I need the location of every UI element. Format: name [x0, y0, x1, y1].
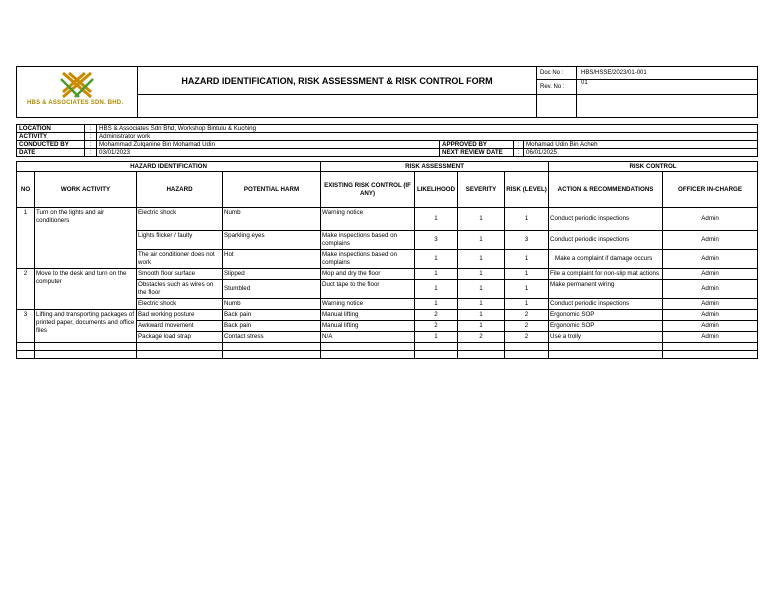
colon: :	[85, 149, 97, 157]
form-header	[16, 66, 758, 118]
severity: 1	[458, 208, 505, 231]
likelihood: 1	[415, 250, 458, 269]
severity: 1	[458, 310, 505, 321]
action: Ergonomic SOP	[549, 321, 663, 332]
rev-no-value: 01	[577, 80, 758, 95]
col-action: ACTION & RECOMMENDATIONS	[549, 172, 663, 208]
existing-control: Manual lifting	[321, 321, 415, 332]
hazard-table	[16, 161, 758, 359]
col-severity: SEVERITY	[458, 172, 505, 208]
hazard: Package load strap	[137, 332, 223, 343]
col-hazard: HAZARD	[137, 172, 223, 208]
form-info	[16, 124, 758, 157]
existing-control: Duct tape to the floor	[321, 280, 415, 299]
colon: :	[514, 149, 524, 157]
action: Conduct periodic inspections	[549, 208, 663, 231]
location-label: LOCATION	[17, 125, 85, 133]
colon: :	[514, 141, 524, 149]
severity: 2	[458, 332, 505, 343]
group-hazard-identification: HAZARD IDENTIFICATION	[17, 162, 321, 172]
potential-harm: Sparkling eyes	[223, 231, 321, 250]
approved-by-value: Mohamad Udin Bin Acheh	[524, 141, 758, 149]
officer: Admin	[663, 299, 758, 310]
company-logo	[17, 67, 138, 118]
conducted-by-label: CONDUCTED BY	[17, 141, 85, 149]
risk-level: 2	[505, 310, 549, 321]
likelihood: 1	[415, 208, 458, 231]
officer: Admin	[663, 321, 758, 332]
header-spacer	[577, 95, 758, 118]
action: Make permanent wiring	[549, 280, 663, 299]
potential-harm: Back pain	[223, 310, 321, 321]
risk-level: 2	[505, 332, 549, 343]
action: Use a trolly	[549, 332, 663, 343]
hazard: Electric shock	[137, 299, 223, 310]
empty-row	[17, 343, 758, 351]
officer: Admin	[663, 310, 758, 321]
rev-no-label: Rev. No :	[537, 80, 577, 95]
col-risk-level: RISK (LEVEL)	[505, 172, 549, 208]
officer: Admin	[663, 280, 758, 299]
work-activity: Lifting and transporting packages of printed paper, documents and office files	[35, 310, 137, 343]
severity: 1	[458, 250, 505, 269]
likelihood: 1	[415, 280, 458, 299]
action: Ergonomic SOP	[549, 310, 663, 321]
col-work-activity: WORK ACTIVITY	[35, 172, 137, 208]
severity: 1	[458, 269, 505, 280]
action: Conduct periodic inspections	[549, 231, 663, 250]
potential-harm: Back pain	[223, 321, 321, 332]
hazard: Bad working posture	[137, 310, 223, 321]
group-risk-assessment: RISK ASSESSMENT	[321, 162, 549, 172]
officer: Admin	[663, 250, 758, 269]
severity: 1	[458, 231, 505, 250]
colon: :	[85, 125, 97, 133]
existing-control: Mop and dry the floor	[321, 269, 415, 280]
hazard: Electric shock	[137, 208, 223, 231]
empty-row	[17, 351, 758, 359]
col-likelihood: LIKELIHOOD	[415, 172, 458, 208]
header-spacer	[537, 95, 577, 118]
action: Make a complaint if damage occurs	[549, 250, 663, 269]
likelihood: 2	[415, 310, 458, 321]
existing-control: N/A	[321, 332, 415, 343]
existing-control: Make inspections based on complains	[321, 231, 415, 250]
form-title: HAZARD IDENTIFICATION, RISK ASSESSMENT & RISK CONTROL FORM	[138, 67, 537, 95]
group-risk-control: RISK CONTROL	[549, 162, 758, 172]
likelihood: 3	[415, 231, 458, 250]
conducted-by-value: Mohammad Zulqanine Bin Mohamad Udin	[97, 141, 440, 149]
table-row	[17, 269, 758, 280]
potential-harm: Hot	[223, 250, 321, 269]
officer: Admin	[663, 332, 758, 343]
severity: 1	[458, 299, 505, 310]
work-activity: Turn on the lights and air conditioners	[35, 208, 137, 269]
potential-harm: Slipped	[223, 269, 321, 280]
existing-control: Make inspections based on complains	[321, 250, 415, 269]
header-spacer	[138, 95, 537, 118]
table-row	[17, 310, 758, 321]
potential-harm: Numb	[223, 208, 321, 231]
approved-by-label: APPROVED BY	[440, 141, 514, 149]
existing-control: Manual lifting	[321, 310, 415, 321]
row-no: 3	[17, 310, 35, 343]
hazard: Obstacles such as wires on the floor	[137, 280, 223, 299]
col-no: NO	[17, 172, 35, 208]
next-review-value: 06/01/2025	[524, 149, 758, 157]
table-row	[17, 208, 758, 231]
colon: :	[85, 141, 97, 149]
potential-harm: Contact stress	[223, 332, 321, 343]
hazard: Lights flicker / faulty	[137, 231, 223, 250]
doc-no-value: HBS/HSSE/2023/01-001	[577, 67, 758, 80]
date-value: 03/01/2023	[97, 149, 440, 157]
risk-level: 1	[505, 269, 549, 280]
likelihood: 1	[415, 299, 458, 310]
next-review-label: NEXT REVIEW DATE	[440, 149, 514, 157]
risk-level: 1	[505, 280, 549, 299]
col-officer: OFFICER IN-CHARGE	[663, 172, 758, 208]
col-potential-harm: POTENTIAL HARM	[223, 172, 321, 208]
existing-control: Warning notice	[321, 208, 415, 231]
severity: 1	[458, 321, 505, 332]
hazard: Awkward movement	[137, 321, 223, 332]
officer: Admin	[663, 231, 758, 250]
severity: 1	[458, 280, 505, 299]
potential-harm: Stumbled	[223, 280, 321, 299]
officer: Admin	[663, 269, 758, 280]
risk-level: 1	[505, 299, 549, 310]
action: Conduct periodic inspections	[549, 299, 663, 310]
location-value: HBS & Associates Sdn Bhd, Workshop Bintulu & Kuching	[97, 125, 758, 133]
risk-level: 1	[505, 250, 549, 269]
activity-label: ACTIVITY	[17, 133, 85, 141]
row-no: 1	[17, 208, 35, 269]
risk-level: 3	[505, 231, 549, 250]
risk-level: 2	[505, 321, 549, 332]
doc-no-label: Doc No :	[537, 67, 577, 80]
action: File a complaint for non-slip mat actions	[549, 269, 663, 280]
officer: Admin	[663, 208, 758, 231]
colon: :	[85, 133, 97, 141]
company-logo-icon	[57, 70, 97, 100]
likelihood: 1	[415, 269, 458, 280]
likelihood: 1	[415, 332, 458, 343]
risk-level: 1	[505, 208, 549, 231]
date-label: DATE	[17, 149, 85, 157]
work-activity: Move to the desk and turn on the computer	[35, 269, 137, 310]
hazard: The air conditioner does not work	[137, 250, 223, 269]
row-no: 2	[17, 269, 35, 310]
hazard: Smooth floor surface	[137, 269, 223, 280]
company-name: HBS & ASSOCIATES SDN. BHD.	[27, 100, 124, 106]
col-existing-control: EXISTING RISK CONTROL (IF ANY)	[321, 172, 415, 208]
existing-control: Warning notice	[321, 299, 415, 310]
likelihood: 2	[415, 321, 458, 332]
risk-assessment-form	[16, 66, 758, 359]
activity-value: Administrator work	[97, 133, 758, 141]
potential-harm: Numb	[223, 299, 321, 310]
